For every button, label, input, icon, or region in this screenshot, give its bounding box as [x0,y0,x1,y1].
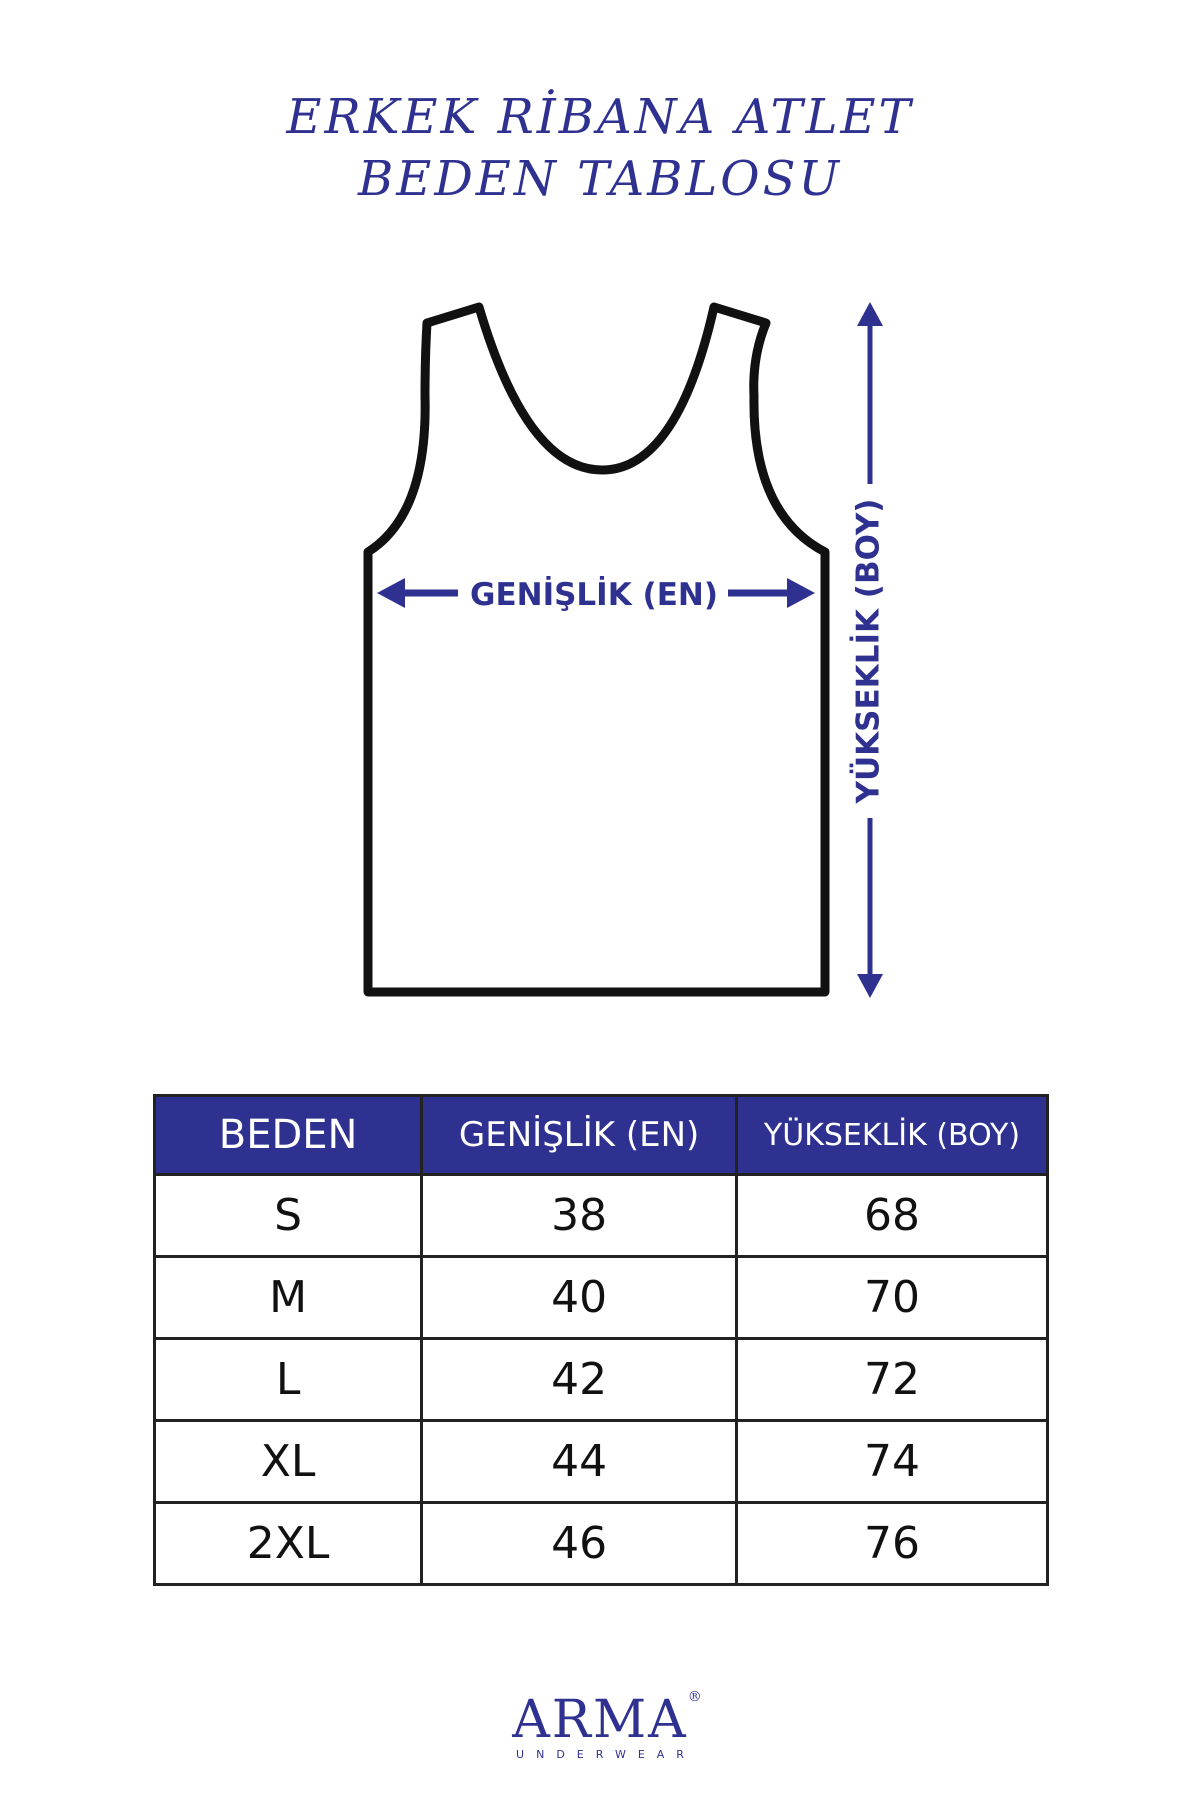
height-cell: 74 [737,1421,1048,1503]
height-arrow [850,302,887,998]
brand-logo [0,1689,1200,1761]
header-size: BEDEN [155,1096,422,1175]
title-line-1: ERKEK RİBANA ATLET [286,89,914,145]
table-header-row [155,1096,1048,1175]
height-cell: 72 [737,1339,1048,1421]
height-label: YÜKSEKLİK (BOY) [850,498,887,804]
size-cell: XL [155,1421,422,1503]
height-cell: 76 [737,1503,1048,1585]
table-row [155,1175,1048,1257]
size-cell: 2XL [155,1503,422,1585]
header-height: YÜKSEKLİK (BOY) [737,1096,1048,1175]
width-label: GENİŞLİK (EN) [470,577,718,613]
table-row [155,1503,1048,1585]
size-cell: M [155,1257,422,1339]
width-cell: 40 [422,1257,737,1339]
table-row [155,1339,1048,1421]
width-cell: 44 [422,1421,737,1503]
width-cell: 38 [422,1175,737,1257]
table-row [155,1421,1048,1503]
title-line-2: BEDEN TABLOSU [358,151,842,207]
tank-top-outline [368,307,825,992]
size-table [153,1094,1049,1586]
size-cell: L [155,1339,422,1421]
header-width: GENİŞLİK (EN) [422,1096,737,1175]
width-cell: 46 [422,1503,737,1585]
brand-tagline: UNDERWEAR [516,1748,696,1761]
height-cell: 68 [737,1175,1048,1257]
height-cell: 70 [737,1257,1048,1339]
table-row [155,1257,1048,1339]
registered-mark: ® [687,1689,704,1705]
brand-name: ARMA [512,1690,688,1750]
size-cell: S [155,1175,422,1257]
width-cell: 42 [422,1339,737,1421]
